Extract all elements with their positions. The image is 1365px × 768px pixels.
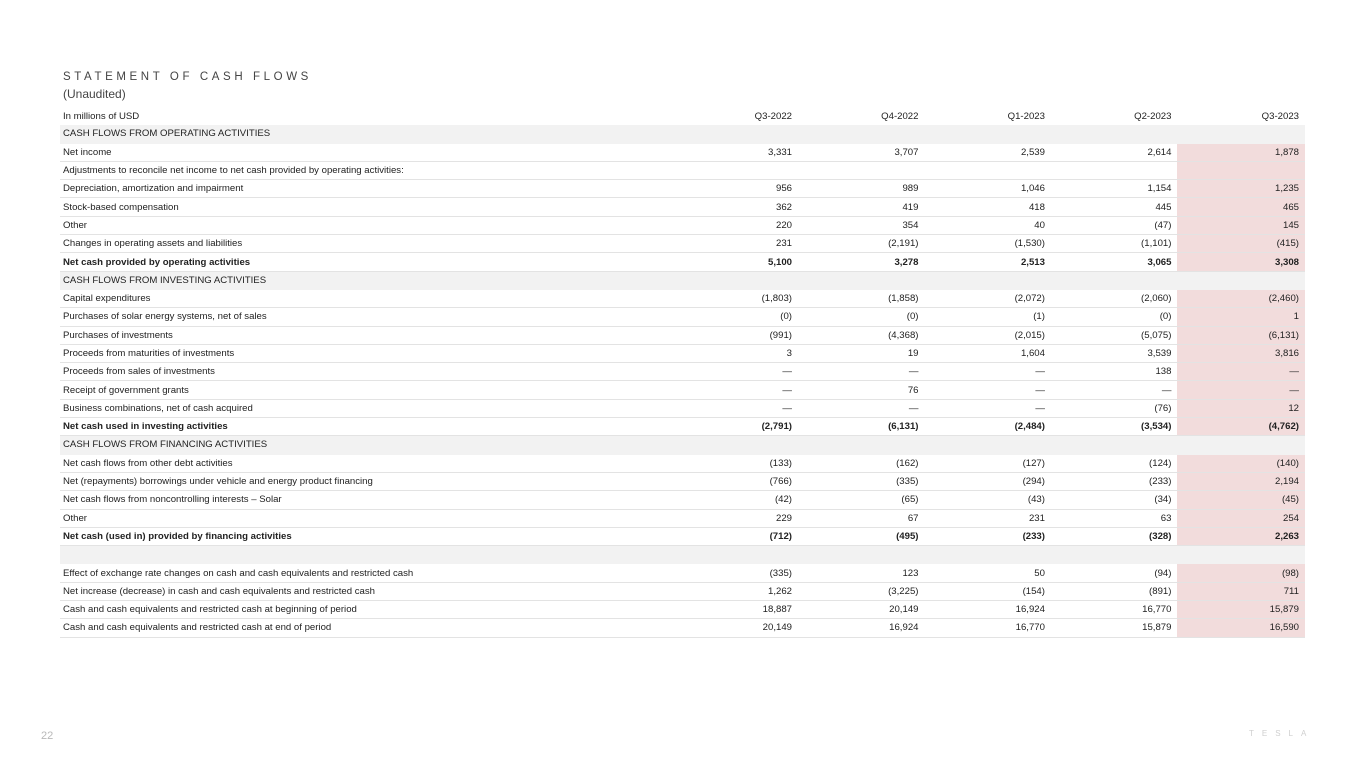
- table-row: [60, 472, 1305, 490]
- cell-value: [672, 161, 798, 179]
- row-label: Depreciation, amortization and impairment: [60, 180, 672, 198]
- cell-value: [924, 161, 1050, 179]
- cell-value: (98): [1177, 564, 1305, 582]
- cell-value: (328): [1051, 527, 1177, 545]
- cell-value: (133): [672, 454, 798, 472]
- cell-value: (6,131): [1177, 326, 1305, 344]
- cell-value: 362: [672, 198, 798, 216]
- cell-value: 354: [798, 216, 924, 234]
- table-row: [60, 363, 1305, 381]
- cell-value: [672, 436, 798, 454]
- cell-value: [798, 271, 924, 289]
- total-row: [60, 253, 1305, 271]
- cell-value: 16,770: [924, 619, 1050, 637]
- cell-value: [798, 161, 924, 179]
- cell-value: 1,235: [1177, 180, 1305, 198]
- cell-value: [1051, 546, 1177, 564]
- cell-value: 18,887: [672, 601, 798, 619]
- cell-value: 1,154: [1051, 180, 1177, 198]
- cell-value: [1051, 161, 1177, 179]
- cell-value: 2,513: [924, 253, 1050, 271]
- cell-value: (294): [924, 472, 1050, 490]
- cell-value: (2,460): [1177, 289, 1305, 307]
- cell-value: [672, 125, 798, 143]
- row-label: Purchases of investments: [60, 326, 672, 344]
- cell-value: [1177, 546, 1305, 564]
- row-label: Net cash provided by operating activities: [60, 253, 672, 271]
- row-label: Other: [60, 216, 672, 234]
- table-row: [60, 143, 1305, 161]
- section-header-row: [60, 125, 1305, 143]
- cell-value: [672, 546, 798, 564]
- cell-value: 3,707: [798, 143, 924, 161]
- cash-flow-table: [60, 108, 1305, 638]
- cell-value: 16,924: [798, 619, 924, 637]
- cell-value: —: [1177, 381, 1305, 399]
- cell-value: 50: [924, 564, 1050, 582]
- cell-value: (140): [1177, 454, 1305, 472]
- total-row: [60, 527, 1305, 545]
- cell-value: (233): [924, 527, 1050, 545]
- cell-value: (1): [924, 308, 1050, 326]
- cell-value: 1,046: [924, 180, 1050, 198]
- cell-value: (162): [798, 454, 924, 472]
- cell-value: (2,484): [924, 418, 1050, 436]
- cell-value: (495): [798, 527, 924, 545]
- table-row: [60, 601, 1305, 619]
- cell-value: —: [798, 399, 924, 417]
- cell-value: (6,131): [798, 418, 924, 436]
- cell-value: —: [924, 381, 1050, 399]
- cell-value: 16,924: [924, 601, 1050, 619]
- cell-value: [1177, 436, 1305, 454]
- cell-value: (2,015): [924, 326, 1050, 344]
- cell-value: (766): [672, 472, 798, 490]
- cell-value: (43): [924, 491, 1050, 509]
- row-label: Proceeds from maturities of investments: [60, 344, 672, 362]
- cell-value: 220: [672, 216, 798, 234]
- row-label: Net cash flows from other debt activities: [60, 454, 672, 472]
- cell-value: (154): [924, 582, 1050, 600]
- cell-value: (3,225): [798, 582, 924, 600]
- cell-value: 123: [798, 564, 924, 582]
- cell-value: (0): [1051, 308, 1177, 326]
- row-label: Net increase (decrease) in cash and cash equivalents and restricted cash: [60, 582, 672, 600]
- row-label: Changes in operating assets and liabilities: [60, 235, 672, 253]
- cell-value: 16,770: [1051, 601, 1177, 619]
- cell-value: (94): [1051, 564, 1177, 582]
- cell-value: [924, 125, 1050, 143]
- section-header-row: [60, 436, 1305, 454]
- cell-value: (335): [672, 564, 798, 582]
- cell-value: 2,614: [1051, 143, 1177, 161]
- cell-value: [1177, 161, 1305, 179]
- column-header: Q3-2023: [1177, 108, 1305, 125]
- table-row: [60, 564, 1305, 582]
- cell-value: 231: [924, 509, 1050, 527]
- cell-value: 20,149: [798, 601, 924, 619]
- row-label: CASH FLOWS FROM INVESTING ACTIVITIES: [60, 271, 672, 289]
- table-row: [60, 235, 1305, 253]
- row-label: Net cash flows from noncontrolling interests – Solar: [60, 491, 672, 509]
- row-label: CASH FLOWS FROM OPERATING ACTIVITIES: [60, 125, 672, 143]
- table-row: [60, 582, 1305, 600]
- cell-value: (5,075): [1051, 326, 1177, 344]
- table-row: [60, 326, 1305, 344]
- cell-value: (127): [924, 454, 1050, 472]
- row-label: Stock-based compensation: [60, 198, 672, 216]
- cell-value: 3,065: [1051, 253, 1177, 271]
- cell-value: (712): [672, 527, 798, 545]
- cell-value: —: [798, 363, 924, 381]
- cell-value: 1,878: [1177, 143, 1305, 161]
- section-header-row: [60, 271, 1305, 289]
- cell-value: 19: [798, 344, 924, 362]
- cell-value: (2,191): [798, 235, 924, 253]
- cell-value: 2,194: [1177, 472, 1305, 490]
- row-label: Other: [60, 509, 672, 527]
- cash-flow-table-body: [60, 108, 1305, 637]
- cell-value: 15,879: [1177, 601, 1305, 619]
- row-label: Receipt of government grants: [60, 381, 672, 399]
- column-header: Q1-2023: [1007, 111, 1045, 123]
- table-row: [60, 509, 1305, 527]
- cell-value: 3,331: [672, 143, 798, 161]
- cell-value: —: [924, 363, 1050, 381]
- cell-value: (4,368): [798, 326, 924, 344]
- row-label: Proceeds from sales of investments: [60, 363, 672, 381]
- cell-value: (233): [1051, 472, 1177, 490]
- cell-value: 229: [672, 509, 798, 527]
- table-row: [60, 180, 1305, 198]
- cell-value: (124): [1051, 454, 1177, 472]
- row-label: CASH FLOWS FROM FINANCING ACTIVITIES: [60, 436, 672, 454]
- table-row: [60, 308, 1305, 326]
- cell-value: 254: [1177, 509, 1305, 527]
- cell-value: [1051, 436, 1177, 454]
- cell-value: 2,539: [924, 143, 1050, 161]
- row-label: Net cash (used in) provided by financing activities: [60, 527, 672, 545]
- cell-value: 419: [798, 198, 924, 216]
- cell-value: 1,604: [924, 344, 1050, 362]
- cell-value: [924, 546, 1050, 564]
- cell-value: 231: [672, 235, 798, 253]
- cell-value: (991): [672, 326, 798, 344]
- row-label: Business combinations, net of cash acquired: [60, 399, 672, 417]
- cell-value: [798, 546, 924, 564]
- cell-value: (891): [1051, 582, 1177, 600]
- table-row: [60, 381, 1305, 399]
- cell-value: 12: [1177, 399, 1305, 417]
- row-label: Cash and cash equivalents and restricted cash at beginning of period: [60, 601, 672, 619]
- column-header: Q4-2022: [881, 111, 919, 123]
- column-header: Q3-2022: [754, 111, 792, 123]
- cell-value: —: [1051, 381, 1177, 399]
- cell-value: [1051, 271, 1177, 289]
- row-label: Capital expenditures: [60, 289, 672, 307]
- row-label: Net (repayments) borrowings under vehicle and energy product financing: [60, 472, 672, 490]
- column-header: Q2-2023: [1134, 111, 1172, 123]
- total-row: [60, 418, 1305, 436]
- cell-value: 3: [672, 344, 798, 362]
- cell-value: (2,072): [924, 289, 1050, 307]
- table-row: [60, 454, 1305, 472]
- cell-value: 989: [798, 180, 924, 198]
- row-label: [60, 546, 672, 564]
- cell-value: 465: [1177, 198, 1305, 216]
- cell-value: 67: [798, 509, 924, 527]
- cell-value: —: [672, 363, 798, 381]
- cell-value: [798, 436, 924, 454]
- row-label: Adjustments to reconcile net income to net cash provided by operating activities:: [60, 161, 672, 179]
- row-label: Net cash used in investing activities: [60, 418, 672, 436]
- row-label: Effect of exchange rate changes on cash and cash equivalents and restricted cash: [60, 564, 672, 582]
- spacer-row: [60, 546, 1305, 564]
- cell-value: [1177, 125, 1305, 143]
- cell-value: (34): [1051, 491, 1177, 509]
- cell-value: [924, 436, 1050, 454]
- cell-value: 145: [1177, 216, 1305, 234]
- page-title: STATEMENT OF CASH FLOWS: [63, 71, 312, 83]
- cell-value: 138: [1051, 363, 1177, 381]
- cell-value: (1,858): [798, 289, 924, 307]
- cell-value: —: [672, 381, 798, 399]
- cell-value: (2,060): [1051, 289, 1177, 307]
- row-label: Net income: [60, 143, 672, 161]
- cell-value: (42): [672, 491, 798, 509]
- unit-label: In millions of USD: [63, 111, 140, 123]
- cell-value: 1: [1177, 308, 1305, 326]
- cell-value: 5,100: [672, 253, 798, 271]
- cell-value: 63: [1051, 509, 1177, 527]
- cell-value: (1,803): [672, 289, 798, 307]
- table-row: [60, 216, 1305, 234]
- cell-value: (47): [1051, 216, 1177, 234]
- table-row: [60, 289, 1305, 307]
- cell-value: (45): [1177, 491, 1305, 509]
- cell-value: 40: [924, 216, 1050, 234]
- cell-value: (0): [672, 308, 798, 326]
- cell-value: —: [672, 399, 798, 417]
- row-label: Purchases of solar energy systems, net of sales: [60, 308, 672, 326]
- cell-value: (76): [1051, 399, 1177, 417]
- cell-value: —: [924, 399, 1050, 417]
- page-subtitle: (Unaudited): [63, 87, 126, 101]
- cell-value: 2,263: [1177, 527, 1305, 545]
- cell-value: (2,791): [672, 418, 798, 436]
- cell-value: 1,262: [672, 582, 798, 600]
- cell-value: —: [1177, 363, 1305, 381]
- cell-value: (0): [798, 308, 924, 326]
- table-row: [60, 619, 1305, 637]
- cell-value: (415): [1177, 235, 1305, 253]
- row-label: Cash and cash equivalents and restricted cash at end of period: [60, 619, 672, 637]
- cell-value: [672, 271, 798, 289]
- cell-value: 3,278: [798, 253, 924, 271]
- cell-value: 15,879: [1051, 619, 1177, 637]
- cell-value: [798, 125, 924, 143]
- table-row: [60, 161, 1305, 179]
- cell-value: (65): [798, 491, 924, 509]
- cell-value: (4,762): [1177, 418, 1305, 436]
- table-row: [60, 491, 1305, 509]
- cell-value: 418: [924, 198, 1050, 216]
- cell-value: 76: [798, 381, 924, 399]
- cell-value: [1051, 125, 1177, 143]
- cell-value: 3,539: [1051, 344, 1177, 362]
- cell-value: [1177, 271, 1305, 289]
- page-number: 22: [41, 730, 54, 742]
- cell-value: (1,530): [924, 235, 1050, 253]
- cell-value: (335): [798, 472, 924, 490]
- table-header-row: [60, 108, 1305, 125]
- cell-value: 20,149: [672, 619, 798, 637]
- cell-value: 445: [1051, 198, 1177, 216]
- table-row: [60, 399, 1305, 417]
- tesla-logo: TESLA: [1249, 729, 1315, 738]
- cell-value: 3,816: [1177, 344, 1305, 362]
- cell-value: 956: [672, 180, 798, 198]
- cell-value: 16,590: [1177, 619, 1305, 637]
- cell-value: [924, 271, 1050, 289]
- cell-value: 711: [1177, 582, 1305, 600]
- cell-value: 3,308: [1177, 253, 1305, 271]
- table-row: [60, 344, 1305, 362]
- cell-value: (3,534): [1051, 418, 1177, 436]
- cell-value: (1,101): [1051, 235, 1177, 253]
- table-row: [60, 198, 1305, 216]
